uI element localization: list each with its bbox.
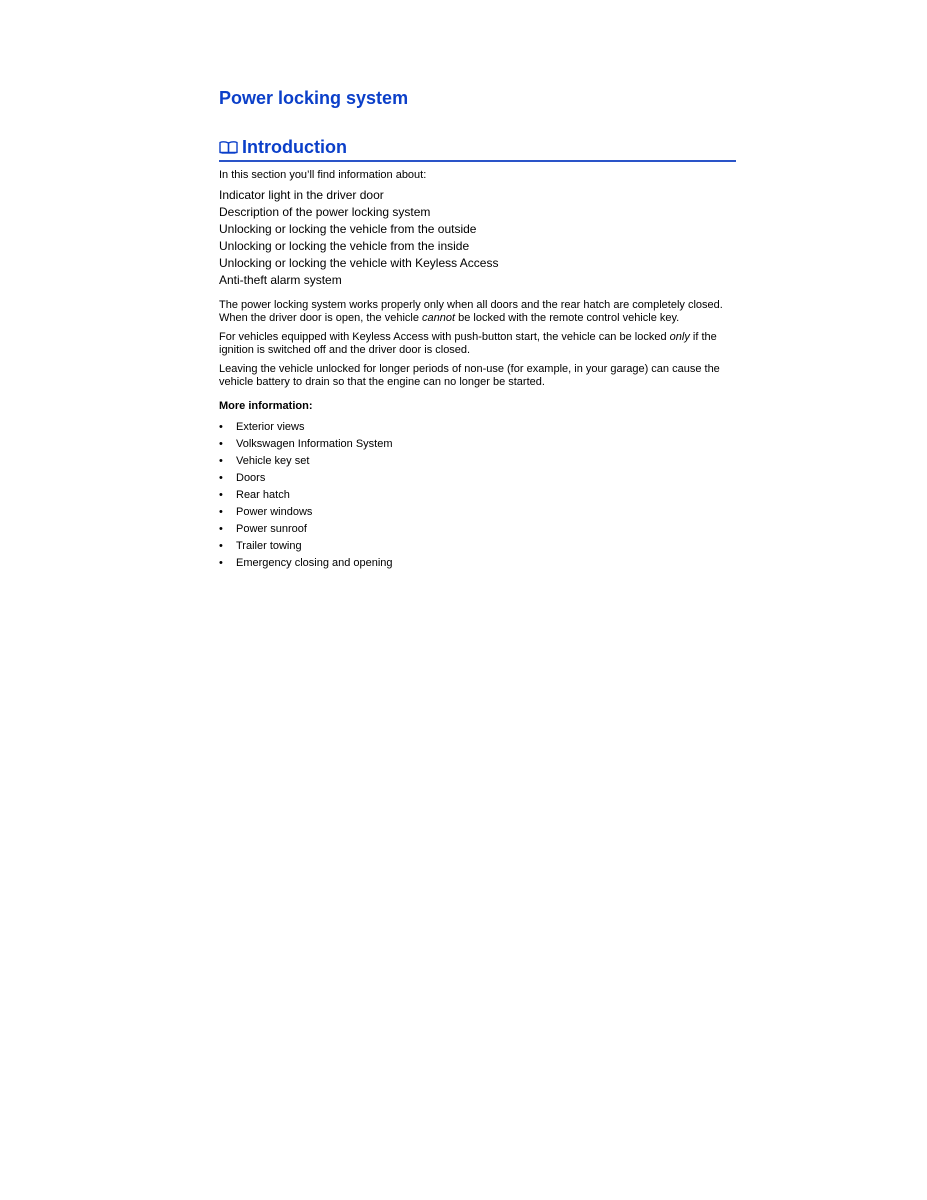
book-icon xyxy=(219,140,238,154)
emphasis-text: cannot xyxy=(422,312,456,324)
bullet-icon: • xyxy=(219,438,223,450)
section-title: Introduction xyxy=(242,137,347,157)
bullet-icon: • xyxy=(219,506,223,518)
list-item-label: Trailer towing xyxy=(236,540,302,552)
list-item-label: Doors xyxy=(236,472,266,484)
chapter-title: Power locking system xyxy=(219,88,409,108)
bullet-icon: • xyxy=(219,472,223,484)
bullet-icon: • xyxy=(219,523,223,535)
paragraph-text: The power locking system works properly only when all doors and the rear hatch are completely closed. When the driver door is open, the vehicle xyxy=(219,299,723,324)
section-header xyxy=(219,136,736,162)
topic-link[interactable]: Indicator light in the driver door xyxy=(219,188,384,202)
list-item-label: Rear hatch xyxy=(236,489,290,501)
topic-link[interactable]: Description of the power locking system xyxy=(219,205,431,219)
list-item-label: Power windows xyxy=(236,506,313,518)
topic-link[interactable]: Unlocking or locking the vehicle from the outside xyxy=(219,222,477,236)
topic-link[interactable]: Unlocking or locking the vehicle from the inside xyxy=(219,239,470,253)
paragraph-text: be locked with the remote control vehicle key. xyxy=(455,312,680,324)
list-item-label: Vehicle key set xyxy=(236,455,310,467)
emphasis-text: only xyxy=(669,331,690,343)
more-info-heading: More information: xyxy=(219,400,313,412)
topic-link[interactable]: Unlocking or locking the vehicle with Keyless Access xyxy=(219,256,499,270)
paragraph-text: For vehicles equipped with Keyless Access with push-button start, the vehicle can be locked xyxy=(219,331,670,343)
topic-link[interactable]: Anti-theft alarm system xyxy=(219,273,342,287)
bullet-icon: • xyxy=(219,557,223,569)
paragraph-keyless-access xyxy=(219,331,736,357)
list-item-label: Exterior views xyxy=(236,421,305,433)
bullet-icon: • xyxy=(219,455,223,467)
bullet-icon: • xyxy=(219,489,223,501)
list-item-label: Power sunroof xyxy=(236,523,307,535)
paragraph-battery-drain: Leaving the vehicle unlocked for longer periods of non-use (for example, in your garage) can cause the vehicle battery to drain so that the engine can no longer be started. xyxy=(219,363,720,388)
intro-lead: In this section you’ll find information about: xyxy=(219,169,427,181)
list-item-label: Volkswagen Information System xyxy=(236,438,393,450)
bullet-icon: • xyxy=(219,540,223,552)
topic-list xyxy=(219,187,498,289)
bullet-icon: • xyxy=(219,421,223,433)
paragraph-text: if the ignition is switched off and the driver door is closed. xyxy=(219,331,717,356)
list-item-label: Emergency closing and opening xyxy=(236,557,393,569)
paragraph-closed-doors xyxy=(219,299,736,325)
